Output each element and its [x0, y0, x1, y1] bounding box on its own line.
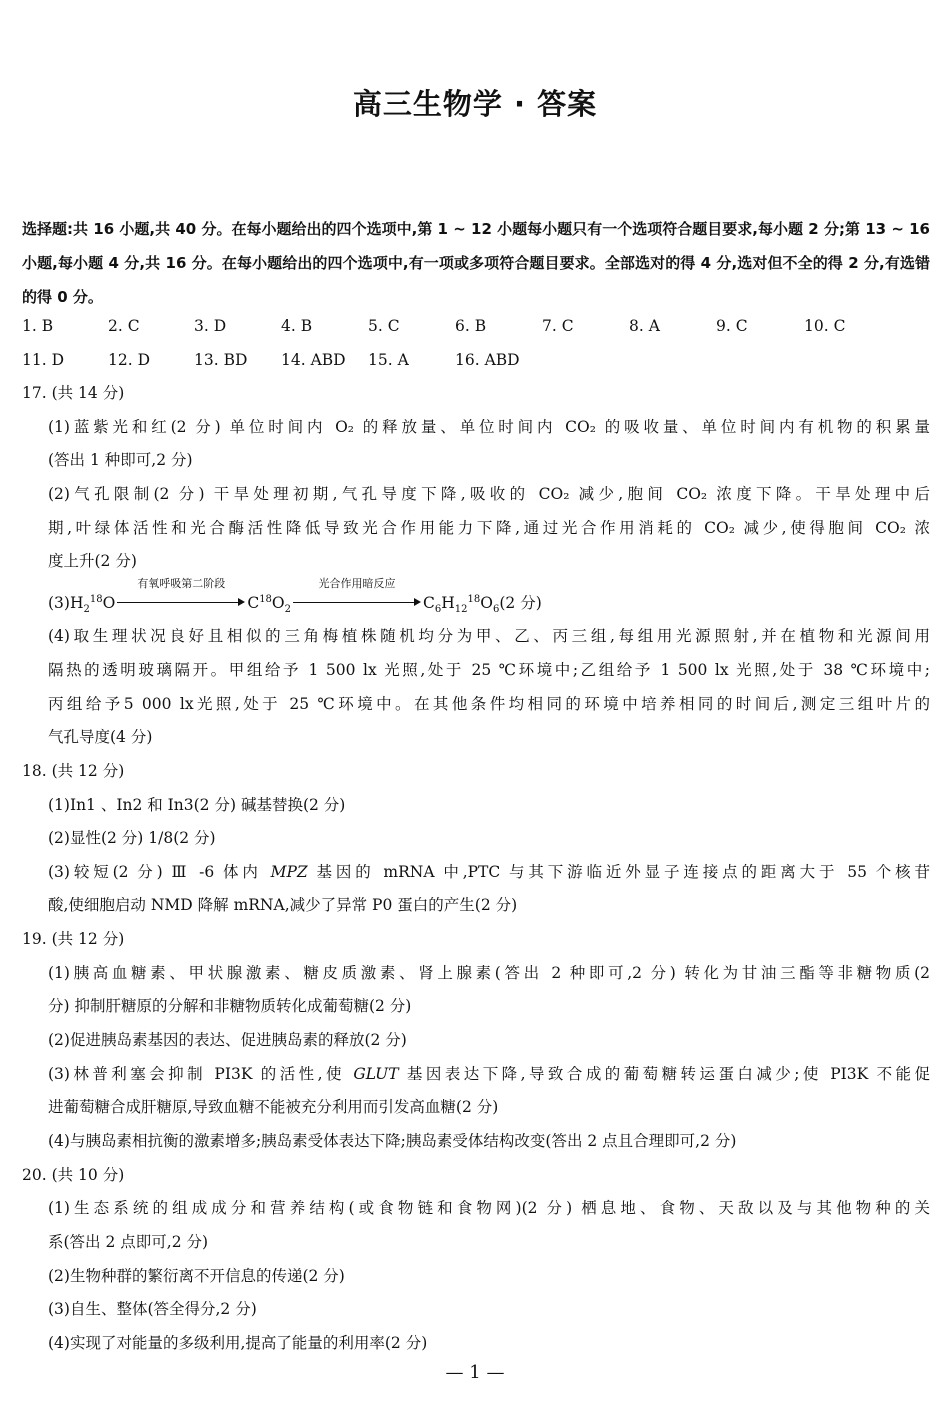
answer-item: 1. B — [22, 317, 54, 335]
gene-name: MPZ — [270, 863, 308, 881]
q19-part2: (2)促进胰岛素基因的表达、促进胰岛素的释放(2 分) — [48, 1031, 407, 1049]
page-number: — 1 — — [445, 1362, 505, 1383]
q19-part3: (3)林普利塞会抑制 PI3K 的活性,使 GLUT 基因表达下降,导致合成的葡萄糖转运蛋白减少;使 PI3K 不能促 — [48, 1065, 930, 1083]
answer-item: 2. C — [108, 317, 140, 335]
answer-item: 4. B — [281, 317, 313, 335]
equation-prefix: (3)H — [48, 594, 84, 612]
q18-part3-cont: 酸,使细胞启动 NMD 降解 mRNA,减少了异常 P0 蛋白的产生(2 分) — [48, 896, 518, 914]
q19-part1: (1)胰高血糖素、甲状腺激素、糖皮质激素、肾上腺素(答出 2 种即可,2 分) 转化为甘油三酯等非糖物质(2 — [48, 964, 930, 982]
answer-item: 7. C — [542, 317, 574, 335]
answer-item: 11. D — [22, 351, 65, 369]
q20-part1: (1)生态系统的组成成分和营养结构(或食物链和食物网)(2 分) 栖息地、食物、天敌以及与其他物种的关 — [48, 1199, 930, 1217]
q18-part3: (3)较短(2 分) Ⅲ -6 体内 MPZ 基因的 mRNA 中,PTC 与其下游临近外显子连接点的距离大于 55 个核苷 — [48, 863, 930, 881]
q20-part3: (3)自生、整体(答全得分,2 分) — [48, 1300, 257, 1318]
q20-heading: 20. (共 10 分) — [22, 1166, 125, 1184]
reaction-arrow-2 — [293, 577, 421, 608]
answer-item: 14. ABD — [281, 351, 346, 369]
q17-part4-end: 气孔导度(4 分) — [48, 728, 153, 746]
choice-section-instructions: 选择题:共 16 小题,共 40 分。在每小题给出的四个选项中,第 1 ~ 12 小题每小题只有一个选项符合题目要求,每小题 2 分;第 13 ~ 16 小题,每小题 4 分,共 16 分。在每小题给出的四个选项中,有一项或多项符合题目要求。全部选对的得 4 分,选对但不全的得 2 分,有选错的得 0 分。 — [22, 220, 930, 306]
answer-row-1 — [22, 311, 930, 341]
q19-part3-cont: 进葡萄糖合成肝糖原,导致血糖不能被充分利用而引发高血糖(2 分) — [48, 1098, 499, 1116]
answer-item: 12. D — [108, 351, 151, 369]
q17-part4-cont: 隔热的透明玻璃隔开。甲组给予 1 500 lx 光照,处于 25 ℃环境中;乙组给予 1 500 lx 光照,处于 38 ℃环境中; — [48, 661, 930, 679]
q17-part3-equation: $(3)H_2^{18}O$ 有氧呼吸第二阶段 $C^{18}O_2$ 光合作用暗反应 $C_6H_{12}^{18}O_6(2$ 分) — [48, 577, 542, 616]
q17-part2-end: 度上升(2 分) — [48, 552, 137, 570]
q17-part1: (1)蓝紫光和红(2 分) 单位时间内 O₂ 的释放量、单位时间内 CO₂ 的吸收量、单位时间内有机物的积累量 — [48, 418, 930, 436]
q19-part4: (4)与胰岛素相抗衡的激素增多;胰岛素受体表达下降;胰岛素受体结构改变(答出 2 点且合理即可,2 分) — [48, 1132, 737, 1150]
q17-part4-cont: 丙组给予5 000 lx光照,处于 25 ℃环境中。在其他条件均相同的环境中培养相同的时间后,测定三组叶片的 — [48, 695, 930, 713]
q17-part2: (2)气孔限制(2 分) 干旱处理初期,气孔导度下降,吸收的 CO₂ 减少,胞间 CO₂ 浓度下降。干旱处理中后 — [48, 485, 930, 503]
q20-part1-cont: 系(答出 2 点即可,2 分) — [48, 1233, 209, 1251]
q17-part2-cont: 期,叶绿体活性和光合酶活性降低导致光合作用能力下降,通过光合作用消耗的 CO₂ 减少,使得胞间 CO₂ 浓 — [48, 519, 930, 537]
arrow-label: 有氧呼吸第二阶段 — [137, 577, 226, 590]
q20-part2: (2)生物种群的繁衍离不开信息的传递(2 分) — [48, 1267, 345, 1285]
reaction-arrow-1 — [117, 577, 245, 608]
answer-item: 16. ABD — [455, 351, 520, 369]
answer-item: 9. C — [716, 317, 748, 335]
q17-part1-cont: (答出 1 种即可,2 分) — [48, 451, 193, 469]
arrow-label: 光合作用暗反应 — [318, 577, 396, 590]
page-title: 高三生物学 · 答案 — [352, 87, 598, 121]
q18-part1: (1)In1 、In2 和 In3(2 分) 碱基替换(2 分) — [48, 796, 346, 814]
answer-item: 3. D — [194, 317, 227, 335]
q18-heading: 18. (共 12 分) — [22, 762, 125, 780]
answer-item: 5. C — [368, 317, 400, 335]
q19-part1-cont: 分) 抑制肝糖原的分解和非糖物质转化成葡萄糖(2 分) — [48, 997, 412, 1015]
answer-item: 13. BD — [194, 351, 248, 369]
answer-item: 6. B — [455, 317, 487, 335]
answer-item: 10. C — [804, 317, 846, 335]
q18-part2: (2)显性(2 分) 1/8(2 分) — [48, 829, 216, 847]
q17-heading: 17. (共 14 分) — [22, 384, 125, 402]
q17-part4: (4)取生理状况良好且相似的三角梅植株随机均分为甲、乙、丙三组,每组用光源照射,并在植物和光源间用 — [48, 627, 930, 645]
answer-row-2 — [22, 345, 930, 375]
gene-name: GLUT — [353, 1065, 399, 1083]
answer-item: 15. A — [368, 351, 409, 369]
equation-score: (2 分) — [499, 594, 542, 612]
q20-part4: (4)实现了对能量的多级利用,提高了能量的利用率(2 分) — [48, 1334, 428, 1352]
q19-heading: 19. (共 12 分) — [22, 930, 125, 948]
answer-item: 8. A — [629, 317, 660, 335]
